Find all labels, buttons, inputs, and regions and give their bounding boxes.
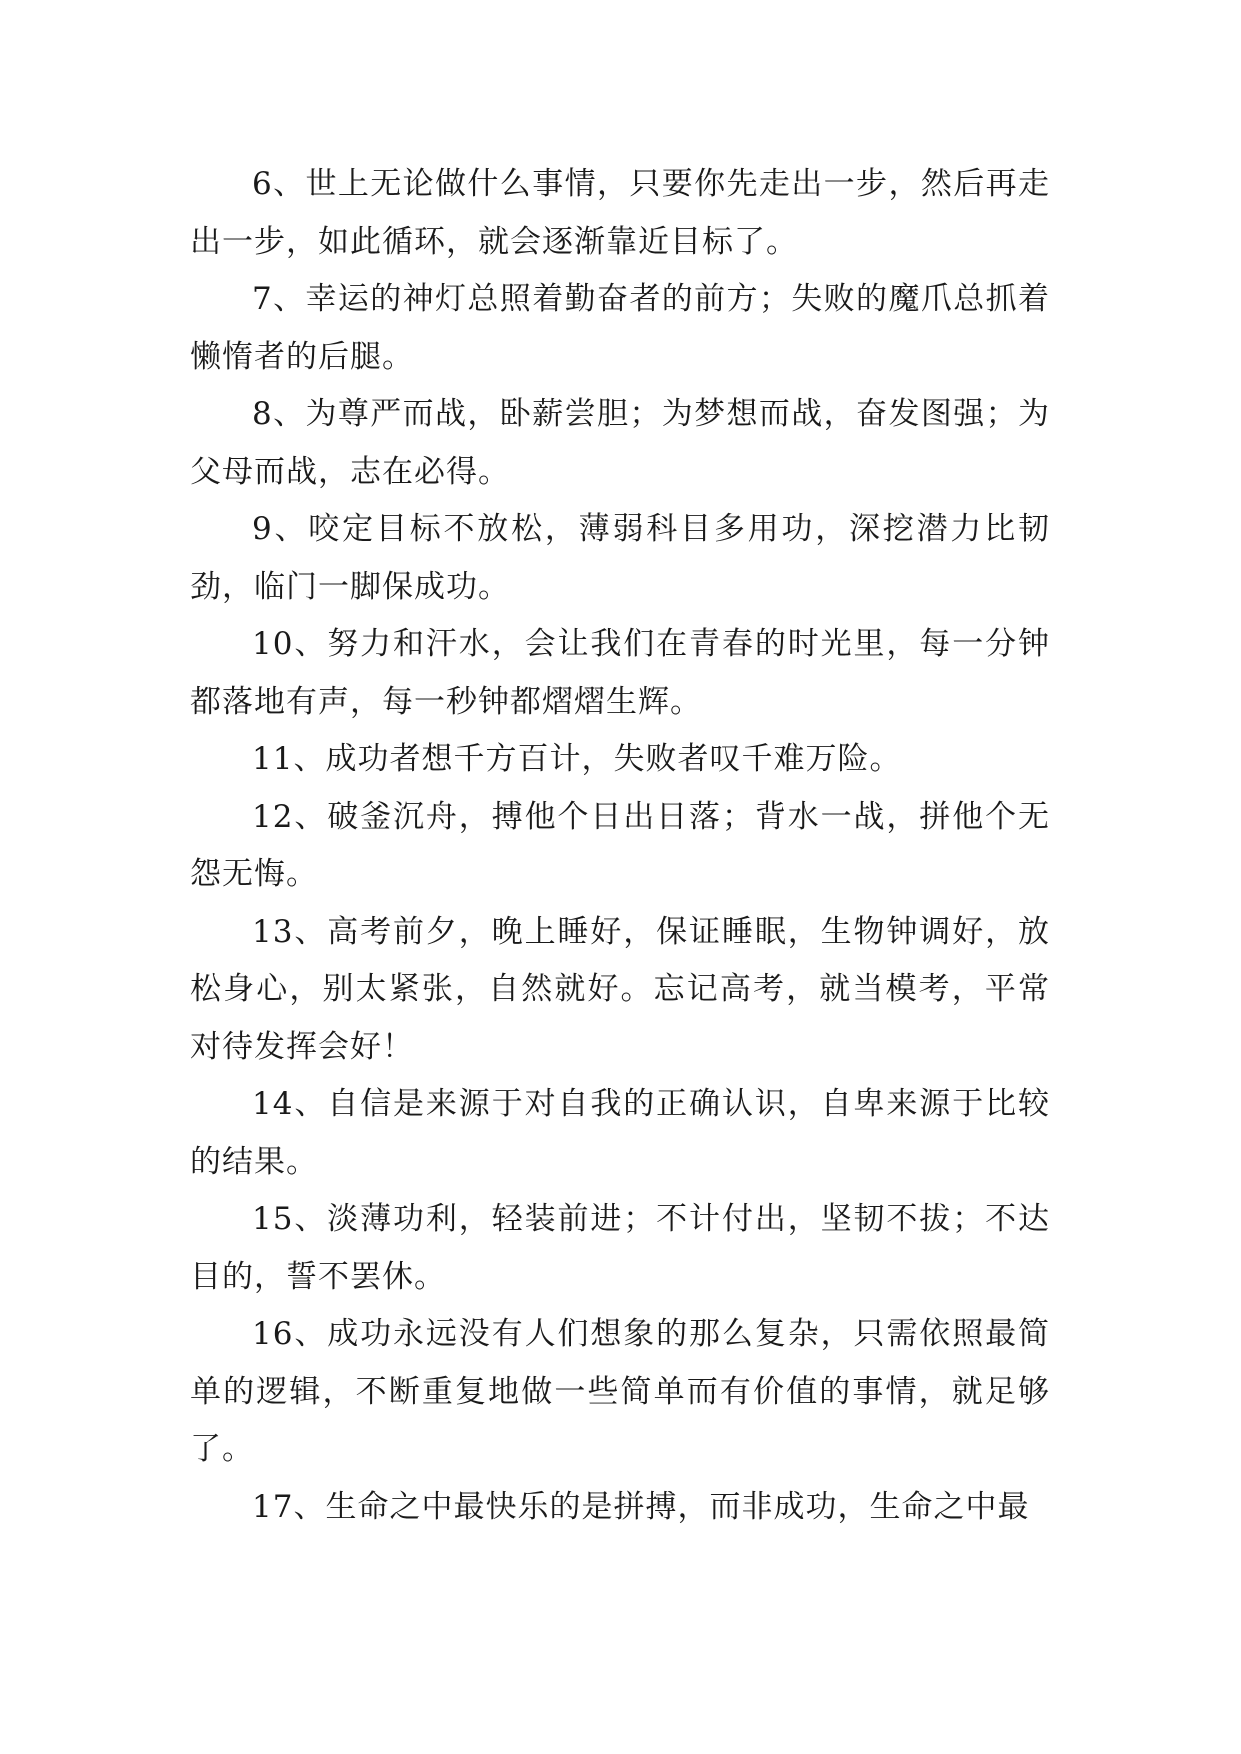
paragraph-14: 14、自信是来源于对自我的正确认识，自卑来源于比较的结果。 bbox=[190, 1086, 1050, 1180]
paragraph-7: 7、幸运的神灯总照着勤奋者的前方；失败的魔爪总抓着懒惰者的后腿。 bbox=[190, 281, 1050, 375]
paragraph-6: 6、世上无论做什么事情，只要你先走出一步，然后再走出一步，如此循环，就会逐渐靠近目标了。 bbox=[190, 166, 1050, 260]
paragraph-15: 15、淡薄功利，轻装前进；不计付出，坚韧不拔；不达目的，誓不罢休。 bbox=[190, 1201, 1050, 1295]
paragraph-12: 12、破釜沉舟，搏他个日出日落；背水一战，拼他个无怨无悔。 bbox=[190, 798, 1050, 892]
paragraph-16: 16、成功永远没有人们想象的那么复杂，只需依照最简单的逻辑，不断重复地做一些简单而有价值的事情，就足够了。 bbox=[190, 1316, 1050, 1467]
paragraph-9: 9、咬定目标不放松，薄弱科目多用功，深挖潜力比韧劲，临门一脚保成功。 bbox=[190, 511, 1050, 605]
paragraph-8: 8、为尊严而战，卧薪尝胆；为梦想而战，奋发图强；为父母而战，志在必得。 bbox=[190, 396, 1050, 490]
paragraph-11: 11、成功者想千方百计，失败者叹千难万险。 bbox=[252, 741, 902, 777]
paragraph-13: 13、高考前夕，晚上睡好，保证睡眠，生物钟调好，放松身心，别太紧张，自然就好。忘记高考，就当模考，平常对待发挥会好！ bbox=[190, 913, 1050, 1065]
paragraph-17: 17、生命之中最快乐的是拼搏，而非成功，生命之中最 bbox=[252, 1488, 1030, 1525]
document-body bbox=[190, 156, 1050, 1536]
paragraph-10: 10、努力和汗水，会让我们在青春的时光里，每一分钟都落地有声，每一秒钟都熠熠生辉。 bbox=[190, 626, 1050, 720]
